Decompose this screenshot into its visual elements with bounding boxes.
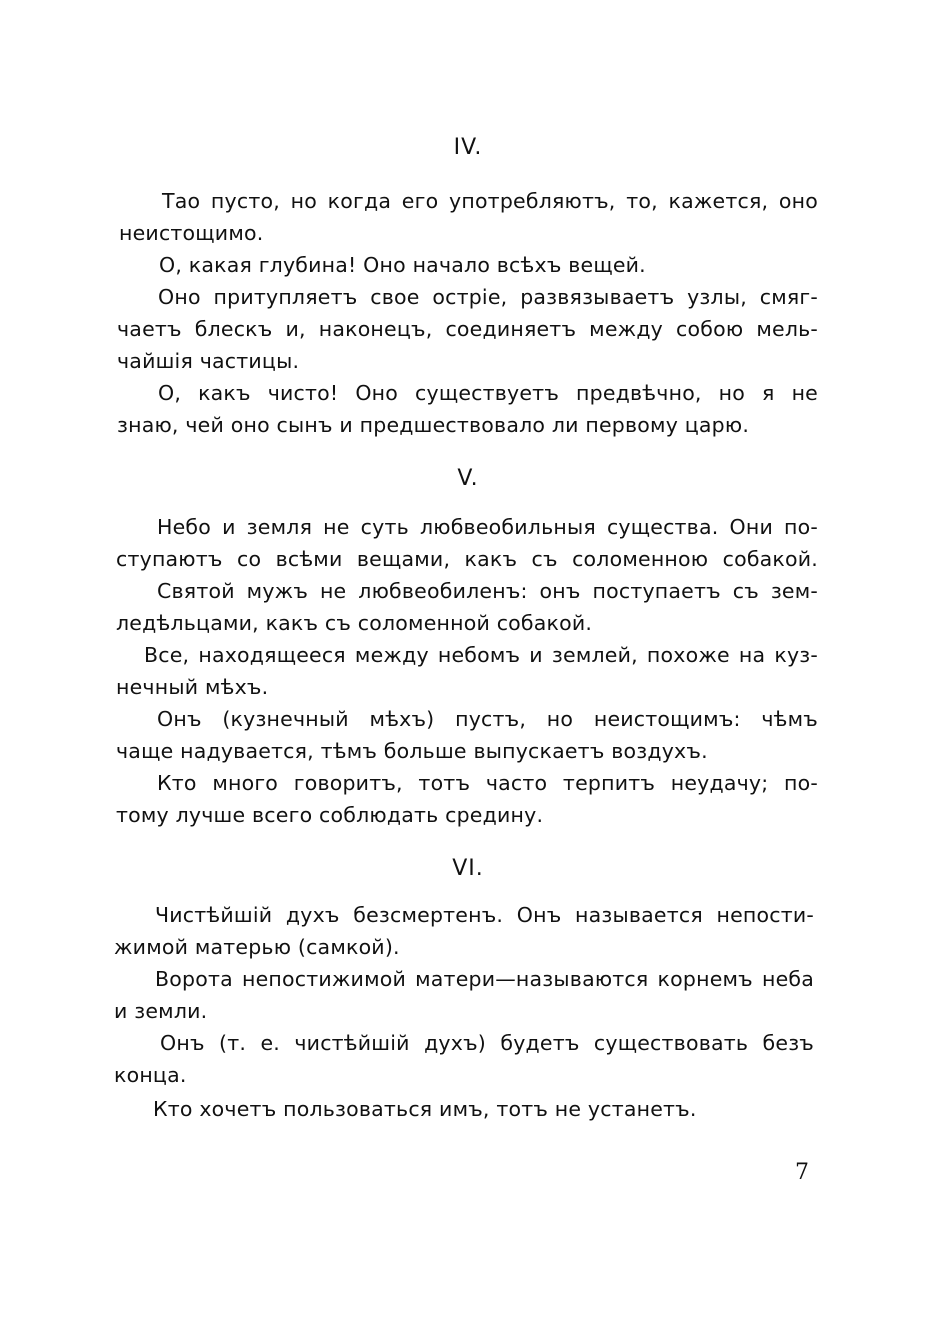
text-line: знаю, чей оно сынъ и предшествовало ли первому царю.	[117, 413, 750, 437]
text-line: тому лучше всего соблюдать средину.	[116, 803, 544, 827]
text-line: Оно притупляетъ свое остріе, развязываетъ узлы, смяг-	[158, 285, 818, 309]
text-line: конца.	[114, 1063, 187, 1087]
text-line: и земли.	[114, 999, 208, 1023]
text-line: Святой мужъ не любвеобиленъ: онъ поступаетъ съ зем-	[157, 579, 818, 603]
text-line: жимой матерью (самкой).	[114, 935, 400, 959]
text-line: Все, находящееся между небомъ и землей, похоже на куз-	[144, 643, 818, 667]
text-line: неистощимо.	[119, 221, 264, 245]
section-heading-v: V.	[457, 466, 479, 491]
text-line: Онъ (т. е. чистѣйшій духъ) будетъ существовать безъ	[160, 1031, 814, 1055]
text-line: ступаютъ со всѣми вещами, какъ съ соломенною собакой.	[116, 547, 818, 571]
text-line: Небо и земля не суть любвеобильныя существа. Они по-	[157, 515, 818, 539]
text-line: чаетъ блескъ и, наконецъ, соединяетъ между собою мель-	[117, 317, 818, 341]
text-line: нечный мѣхъ.	[116, 675, 269, 699]
text-line: Онъ (кузнечный мѣхъ) пустъ, но неистощимъ: чѣмъ	[157, 707, 818, 731]
text-line: Тао пусто, но когда его употребляютъ, то, кажется, оно	[162, 189, 818, 213]
page-number: 7	[795, 1160, 809, 1185]
section-heading-vi: VI.	[452, 856, 484, 881]
text-line: чайшія частицы.	[117, 349, 300, 373]
section-heading-iv: IV.	[453, 135, 483, 160]
text-line: Чистѣйшій духъ безсмертенъ. Онъ называется непости-	[155, 903, 814, 927]
text-line: ледѣльцами, какъ съ соломенной собакой.	[116, 611, 593, 635]
text-line: Кто много говоритъ, тотъ часто терпитъ неудачу; по-	[157, 771, 818, 795]
text-line: чаще надувается, тѣмъ больше выпускаетъ воздухъ.	[116, 739, 708, 763]
text-line: Кто хочетъ пользоваться имъ, тотъ не устанетъ.	[153, 1097, 697, 1121]
text-line: О, какъ чисто! Оно существуетъ предвѣчно, но я не	[158, 381, 818, 405]
text-line: О, какая глубина! Оно начало всѣхъ вещей.	[159, 253, 646, 277]
text-line: Ворота непостижимой матери—называются корнемъ неба	[155, 967, 814, 991]
